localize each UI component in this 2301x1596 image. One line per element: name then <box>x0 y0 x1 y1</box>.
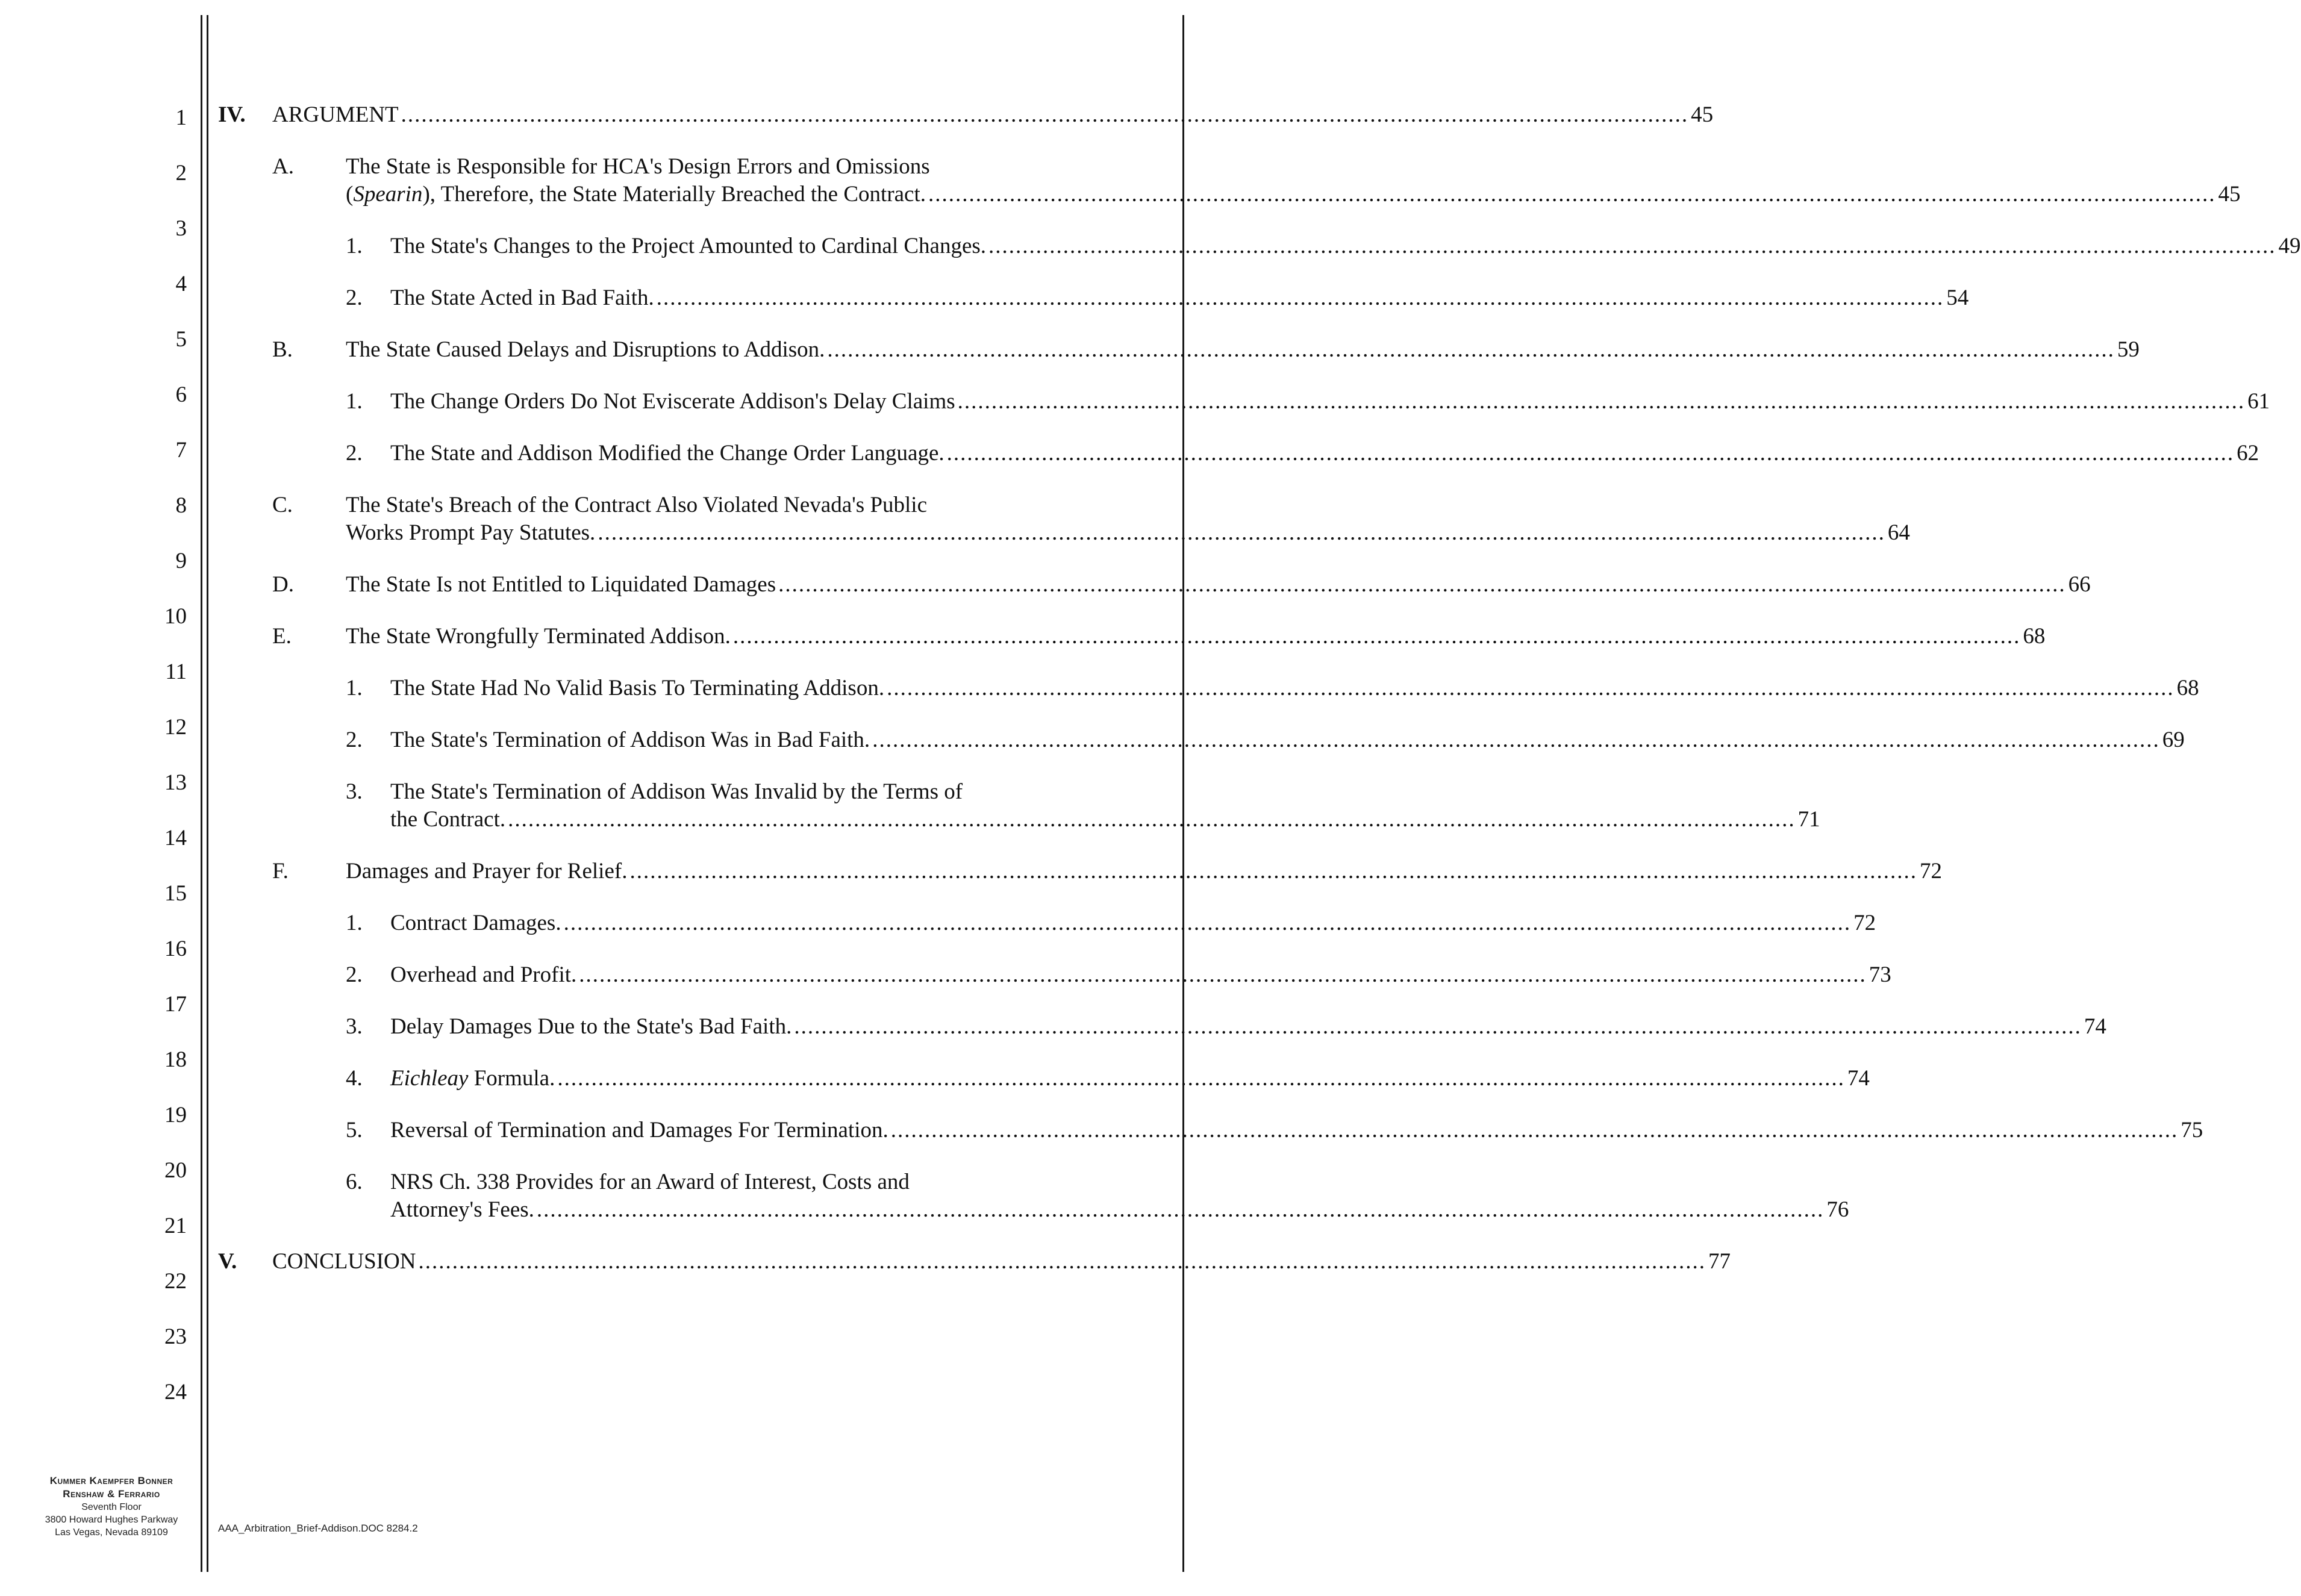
toc-section-label: C. <box>272 493 293 517</box>
toc-section-label: A. <box>272 154 294 179</box>
left-margin-rule-1 <box>201 15 202 1572</box>
firm-name-line1: Kummer Kaempfer Bonner <box>49 1475 173 1486</box>
toc-entry-damages-relief <box>346 858 1942 885</box>
toc-entry-contract-damages <box>390 909 1876 937</box>
line-number: 9 <box>175 549 187 573</box>
line-number: 10 <box>164 604 187 629</box>
line-number: 22 <box>164 1269 187 1294</box>
dot-leader: .............................................................................................................................................................................................. <box>890 1118 2179 1142</box>
toc-entry-cardinal-changes <box>390 232 2301 260</box>
toc-entry-title-line1: NRS Ch. 338 Provides for an Award of Interest, Costs and <box>390 1170 910 1194</box>
toc-subsection-label: 1. <box>346 676 363 700</box>
toc-entry-title: the Contract. <box>390 807 506 832</box>
dot-leader: .............................................................................................................................................................................................. <box>656 285 1944 310</box>
toc-subsection-label: 6. <box>346 1170 363 1194</box>
toc-entry-title <box>390 1065 555 1093</box>
toc-entry-title: Reversal of Termination and Damages For Termination. <box>390 1118 888 1142</box>
toc-page-number: 54 <box>1946 285 1969 310</box>
toc-entry-no-valid-basis <box>390 675 2199 702</box>
toc-entry-title-line1: The State is Responsible for HCA's Design Errors and Omissions <box>346 154 930 179</box>
toc-entry-title: The State and Addison Modified the Change Order Language. <box>390 441 944 466</box>
dot-leader: .............................................................................................................................................................................................. <box>508 807 1796 832</box>
dot-leader: .............................................................................................................................................................................................. <box>957 389 2246 414</box>
firm-floor: Seventh Floor <box>81 1502 142 1512</box>
dot-leader: .............................................................................................................................................................................................. <box>827 337 2115 362</box>
toc-page-number: 59 <box>2117 337 2140 362</box>
line-number: 14 <box>164 826 187 850</box>
toc-page-number: 68 <box>2176 676 2199 700</box>
toc-page-number: 45 <box>1691 102 1714 127</box>
dot-leader: .............................................................................................................................................................................................. <box>536 1197 1825 1222</box>
line-number: 21 <box>164 1214 187 1238</box>
line-number: 16 <box>164 937 187 961</box>
toc-subsection-label: 2. <box>346 728 363 752</box>
toc-entry-title: The Change Orders Do Not Eviscerate Addison's Delay Claims <box>390 389 955 414</box>
toc-page-number: 66 <box>2068 572 2091 597</box>
toc-entry-termination-bad-faith <box>390 726 2185 754</box>
toc-entry-change-orders <box>390 388 2270 416</box>
toc-entry-title: Delay Damages Due to the State's Bad Faith. <box>390 1014 792 1039</box>
toc-subsection-label: 1. <box>346 234 363 258</box>
toc-page-number: 71 <box>1797 807 1820 832</box>
toc-entry-bad-faith <box>390 284 1969 312</box>
toc-subsection-label: 2. <box>346 441 363 466</box>
dot-leader: .............................................................................................................................................................................................. <box>778 572 2066 597</box>
dot-leader: .............................................................................................................................................................................................. <box>418 1249 1706 1274</box>
dot-leader: .............................................................................................................................................................................................. <box>563 911 1852 935</box>
line-number: 2 <box>175 161 187 185</box>
toc-subsection-label: 4. <box>346 1066 363 1091</box>
toc-entry-title-line1: The State's Termination of Addison Was Invalid by the Terms of <box>390 779 963 804</box>
toc-entry-title: The State Wrongfully Terminated Addison. <box>346 624 731 649</box>
toc-page-number: 49 <box>2278 234 2301 258</box>
toc-page-number: 77 <box>1708 1249 1731 1274</box>
toc-section-label: E. <box>272 624 292 649</box>
open-paren: ( <box>346 182 354 207</box>
dot-leader: .............................................................................................................................................................................................. <box>928 182 2216 207</box>
line-number: 20 <box>164 1158 187 1183</box>
line-number: 3 <box>175 216 187 241</box>
toc-entry-reversal-termination <box>390 1117 2203 1144</box>
toc-page-number: 73 <box>1869 962 1891 987</box>
toc-section-label: IV. <box>218 102 246 127</box>
toc-page-number: 64 <box>1887 520 1910 545</box>
toc-entry-modified-language <box>390 440 2259 467</box>
firm-address-block <box>24 1474 199 1539</box>
toc-page-number: 74 <box>1847 1066 1870 1091</box>
toc-entry-spearin <box>346 181 2241 208</box>
toc-section-label: D. <box>272 572 294 597</box>
title-rest: Formula. <box>468 1066 555 1091</box>
toc-subsection-label: 1. <box>346 911 363 935</box>
line-number: 23 <box>164 1324 187 1349</box>
line-number: 8 <box>175 493 187 518</box>
toc-entry-conclusion <box>272 1248 1731 1276</box>
dot-leader: .............................................................................................................................................................................................. <box>401 102 1689 127</box>
toc-subsection-label: 1. <box>346 389 363 414</box>
toc-entry-attorneys-fees <box>390 1196 1849 1224</box>
dot-leader: .............................................................................................................................................................................................. <box>629 859 1917 884</box>
toc-page-number: 76 <box>1826 1197 1849 1222</box>
toc-entry-title: The State's Changes to the Project Amounted to Cardinal Changes. <box>390 234 987 258</box>
dot-leader: .............................................................................................................................................................................................. <box>598 520 1885 545</box>
toc-entry-wrongful-termination <box>346 623 2046 650</box>
firm-street: 3800 Howard Hughes Parkway <box>45 1515 178 1525</box>
toc-page-number: 72 <box>1853 911 1876 935</box>
dot-leader: .............................................................................................................................................................................................. <box>887 676 2175 700</box>
toc-section-label: F. <box>272 859 289 884</box>
toc-entry-eichleay <box>390 1065 1870 1093</box>
line-number: 15 <box>164 881 187 906</box>
line-number: 12 <box>164 715 187 740</box>
toc-entry-delay-damages <box>390 1013 2106 1041</box>
toc-subsection-label: 5. <box>346 1118 363 1142</box>
line-number: 11 <box>165 659 187 684</box>
firm-name-line2: Renshaw & Ferrario <box>63 1488 160 1500</box>
toc-entry-title: Works Prompt Pay Statutes. <box>346 520 596 545</box>
toc-subsection-label: 3. <box>346 1014 363 1039</box>
toc-page-number: 75 <box>2181 1118 2203 1142</box>
toc-page-number: 72 <box>1919 859 1942 884</box>
toc-entry-title: The State's Termination of Addison Was in Bad Faith. <box>390 728 870 752</box>
dot-leader: .............................................................................................................................................................................................. <box>579 962 1867 987</box>
toc-entry-title: Attorney's Fees. <box>390 1197 534 1222</box>
toc-subsection-label: 3. <box>346 779 363 804</box>
line-number: 24 <box>164 1380 187 1404</box>
toc-entry-termination-invalid <box>390 806 1820 834</box>
dot-leader: .............................................................................................................................................................................................. <box>872 728 2160 752</box>
line-number: 6 <box>175 382 187 407</box>
toc-page-number: 45 <box>2218 182 2241 207</box>
toc-entry-title-line1: The State's Breach of the Contract Also Violated Nevada's Public <box>346 493 927 517</box>
document-id: AAA_Arbitration_Brief-Addison.DOC 8284.2 <box>218 1523 418 1534</box>
line-number: 13 <box>164 770 187 795</box>
toc-entry-title: The State Caused Delays and Disruptions to Addison. <box>346 337 825 362</box>
line-number: 5 <box>175 327 187 352</box>
toc-page-number: 68 <box>2023 624 2046 649</box>
toc-page-number: 62 <box>2237 441 2259 466</box>
toc-entry-title <box>346 181 926 208</box>
toc-entry-argument <box>272 101 1714 129</box>
toc-subsection-label: 2. <box>346 285 363 310</box>
dot-leader: .............................................................................................................................................................................................. <box>946 441 2235 466</box>
dot-leader: .............................................................................................................................................................................................. <box>794 1014 2082 1039</box>
toc-entry-delays <box>346 336 2140 364</box>
title-rest: ), Therefore, the State Materially Breached the Contract. <box>422 182 926 207</box>
italic-case-name: Eichleay <box>390 1066 469 1091</box>
toc-entry-title: Overhead and Profit. <box>390 962 577 987</box>
toc-page-number: 74 <box>2084 1014 2106 1039</box>
toc-entry-title: ARGUMENT <box>272 102 399 127</box>
toc-entry-overhead-profit <box>390 961 1891 989</box>
italic-case-name: Spearin <box>353 182 423 207</box>
line-number: 4 <box>175 272 187 296</box>
toc-page-number: 61 <box>2247 389 2270 414</box>
toc-section-label: B. <box>272 337 293 362</box>
toc-entry-title: The State Had No Valid Basis To Terminating Addison. <box>390 676 885 700</box>
toc-entry-title: The State Is not Entitled to Liquidated Damages <box>346 572 776 597</box>
toc-page-number: 69 <box>2162 728 2185 752</box>
line-number: 1 <box>175 105 187 130</box>
toc-entry-title: Contract Damages. <box>390 911 561 935</box>
line-number: 17 <box>164 992 187 1017</box>
firm-city: Las Vegas, Nevada 89109 <box>55 1527 168 1538</box>
toc-subsection-label: 2. <box>346 962 363 987</box>
left-margin-rule-2 <box>207 15 208 1572</box>
toc-entry-title: CONCLUSION <box>272 1249 416 1274</box>
toc-entry-liquidated-damages <box>346 571 2091 599</box>
toc-entry-title: The State Acted in Bad Faith. <box>390 285 654 310</box>
toc-section-label: V. <box>218 1249 237 1274</box>
toc-entry-prompt-pay <box>346 519 1910 547</box>
dot-leader: .............................................................................................................................................................................................. <box>732 624 2021 649</box>
dot-leader: .............................................................................................................................................................................................. <box>557 1066 1845 1091</box>
line-number: 18 <box>164 1047 187 1072</box>
line-number: 7 <box>175 438 187 463</box>
line-number: 19 <box>164 1103 187 1127</box>
dot-leader: .............................................................................................................................................................................................. <box>988 234 2276 258</box>
toc-entry-title: Damages and Prayer for Relief. <box>346 859 628 884</box>
